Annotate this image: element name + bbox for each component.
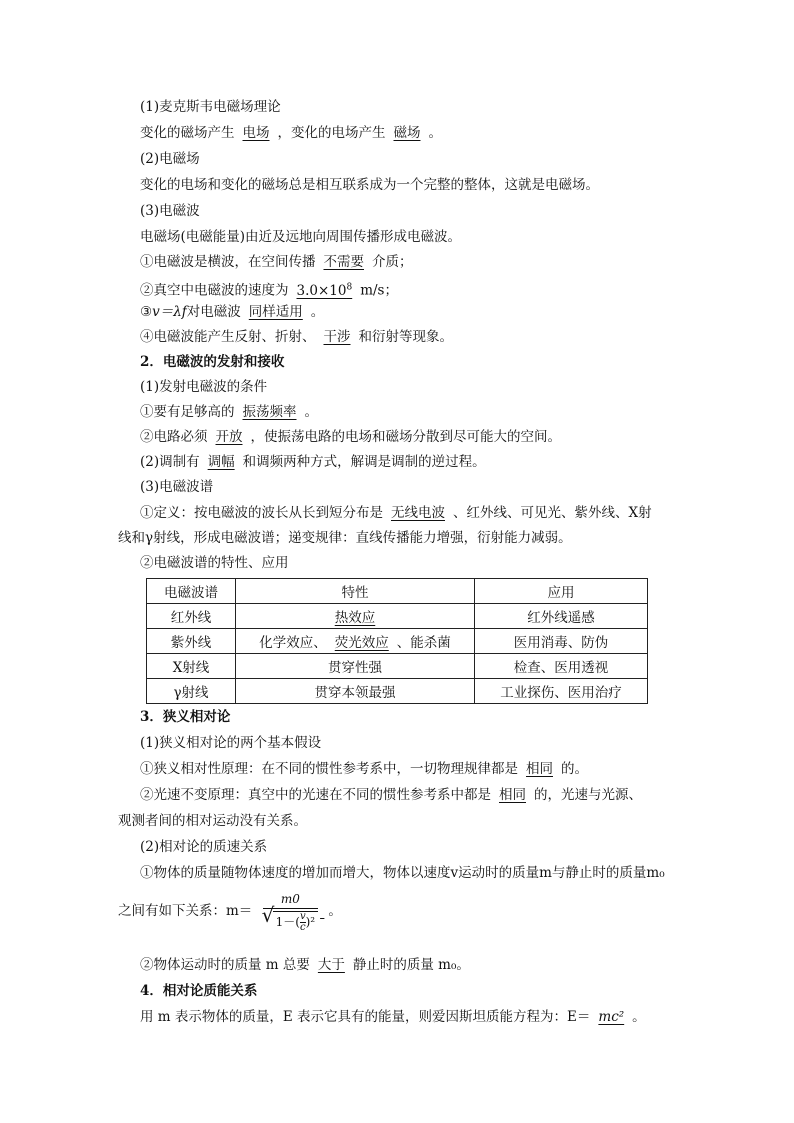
- blank-heat-effect: 热效应: [334, 610, 376, 626]
- blank-no-medium: 不需要: [323, 254, 364, 270]
- heading-maxwell: (1)麦克斯韦电磁场理论: [140, 99, 281, 115]
- blank-magnetic-field: 磁场: [393, 125, 421, 141]
- em-wave-point-4: ④电磁波能产生反射、折射、 干涉 和衍射等现象。: [140, 329, 453, 345]
- em-wave-point-3: ③v＝λf对电磁波 同样适用 。: [140, 304, 325, 320]
- sqrt-icon: √ 1－( $\frac{v}{c}$ )²: [273, 911, 318, 933]
- section-2-heading: 2．电磁波的发射和接收: [140, 354, 285, 370]
- em-wave-point-2: ②真空中电磁波的速度为 $3.0\times 10^8$ m/s；: [140, 282, 398, 299]
- blank-fluorescence: 荧光效应: [334, 635, 389, 651]
- table-cell: 医用消毒、防伪: [475, 629, 648, 654]
- mass-velocity-formula: 之间有如下关系：m＝ m0 √ 1－( $\frac{v}{c}$ )² 。: [118, 890, 342, 933]
- blank-am: 调幅: [207, 454, 235, 470]
- table-row: [147, 629, 648, 654]
- table-cell: 红外线遥感: [475, 604, 648, 629]
- table-cell: 紫外线: [147, 629, 236, 654]
- table-cell: [236, 604, 475, 629]
- spectrum-table-caption: ②电磁波谱的特性、应用: [140, 555, 289, 571]
- postulate-2-cont: 观测者间的相对运动没有关系。: [118, 813, 307, 829]
- heading-em-wave: (3)电磁波: [140, 203, 200, 219]
- mass-comparison: ②物体运动时的质量 m 总要 大于 静止时的质量 m₀。: [140, 957, 470, 973]
- mass-fraction: m0 √ 1－( $\frac{v}{c}$ )²: [263, 890, 318, 933]
- mass-energy-line: 用 m 表示物体的质量，E 表示它具有的能量，则爱因斯坦质能方程为：E＝ mc² 。: [140, 1009, 646, 1025]
- table-cell: 红外线: [147, 604, 236, 629]
- blank-radio-wave: 无线电波: [391, 505, 445, 521]
- table-cell: 检查、医用透视: [475, 654, 648, 679]
- table-header: 应用: [475, 579, 648, 604]
- blank-speed: $3.0\times 10^8$: [296, 282, 353, 299]
- table-header: 电磁波谱: [147, 579, 236, 604]
- table-cell: 工业探伤、医用治疗: [475, 679, 648, 704]
- modulation-line: (2)调制有 调幅 和调频两种方式，解调是调制的逆过程。: [140, 454, 486, 470]
- section-3-heading: 3．狭义相对论: [140, 709, 231, 725]
- blank-open: 开放: [215, 429, 243, 445]
- table-cell: 化学效应、 荧光效应 、能杀菌: [236, 629, 475, 654]
- table-header: 特性: [236, 579, 475, 604]
- heading-spectrum: (3)电磁波谱: [140, 479, 214, 495]
- table-header-row: [147, 579, 648, 604]
- blank-electric-field: 电场: [242, 125, 270, 141]
- spectrum-table: [146, 578, 648, 704]
- spectrum-definition-cont: 线和γ射线，形成电磁波谱；递变规律：直线传播能力增强，衍射能力减弱。: [118, 530, 572, 546]
- blank-mc2: mc²: [598, 1009, 625, 1025]
- emission-condition-1: ①要有足够高的 振荡频率 。: [140, 404, 318, 420]
- blank-interference: 干涉: [323, 329, 351, 345]
- table-cell: 贯穿性强: [236, 654, 475, 679]
- postulate-1: ①狭义相对性原理：在不同的惯性参考系中，一切物理规律都是 相同 的。: [140, 761, 588, 777]
- blank-frequency: 振荡频率: [242, 404, 297, 420]
- em-wave-point-1: ①电磁波是横波，在空间传播 不需要 介质；: [140, 254, 413, 270]
- blank-applies: 同样适用: [248, 304, 303, 320]
- heading-emission-conditions: (1)发射电磁波的条件: [140, 379, 268, 395]
- heading-mass-velocity: (2)相对论的质速关系: [140, 839, 268, 855]
- blank-same-2: 相同: [499, 787, 526, 803]
- table-cell: γ射线: [147, 679, 236, 704]
- table-row: [147, 604, 648, 629]
- blank-greater: 大于: [317, 957, 345, 973]
- section-4-heading: 4．相对论质能关系: [140, 983, 258, 999]
- emission-condition-2: ②电路必须 开放 ，使振荡电路的电场和磁场分散到尽可能大的空间。: [140, 429, 561, 445]
- blank-formula: [257, 892, 329, 933]
- mass-velocity-text: ①物体的质量随物体速度的增加而增大，物体以速度v运动时的质量m与静止时的质量m₀: [140, 865, 665, 881]
- table-row: [147, 654, 648, 679]
- heading-postulates: (1)狭义相对论的两个基本假设: [140, 735, 322, 751]
- em-field-text: 变化的电场和变化的磁场总是相互联系成为一个完整的整体，这就是电磁场。: [140, 177, 599, 193]
- em-wave-text: 电磁场(电磁能量)由近及远地向周围传播形成电磁波。: [140, 229, 462, 245]
- spectrum-definition: ①定义：按电磁波的波长从长到短分布是 无线电波 、红外线、可见光、紫外线、X射: [140, 505, 652, 521]
- table-cell: 贯穿本领最强: [236, 679, 475, 704]
- postulate-2: ②光速不变原理：真空中的光速在不同的惯性参考系中都是 相同 的，光速与光源、: [140, 787, 642, 803]
- table-cell: X射线: [147, 654, 236, 679]
- maxwell-theory-line: 变化的磁场产生 电场 ，变化的电场产生 磁场 。: [140, 125, 442, 141]
- blank-same-1: 相同: [526, 761, 553, 777]
- heading-em-field: (2)电磁场: [140, 151, 200, 167]
- table-row: [147, 679, 648, 704]
